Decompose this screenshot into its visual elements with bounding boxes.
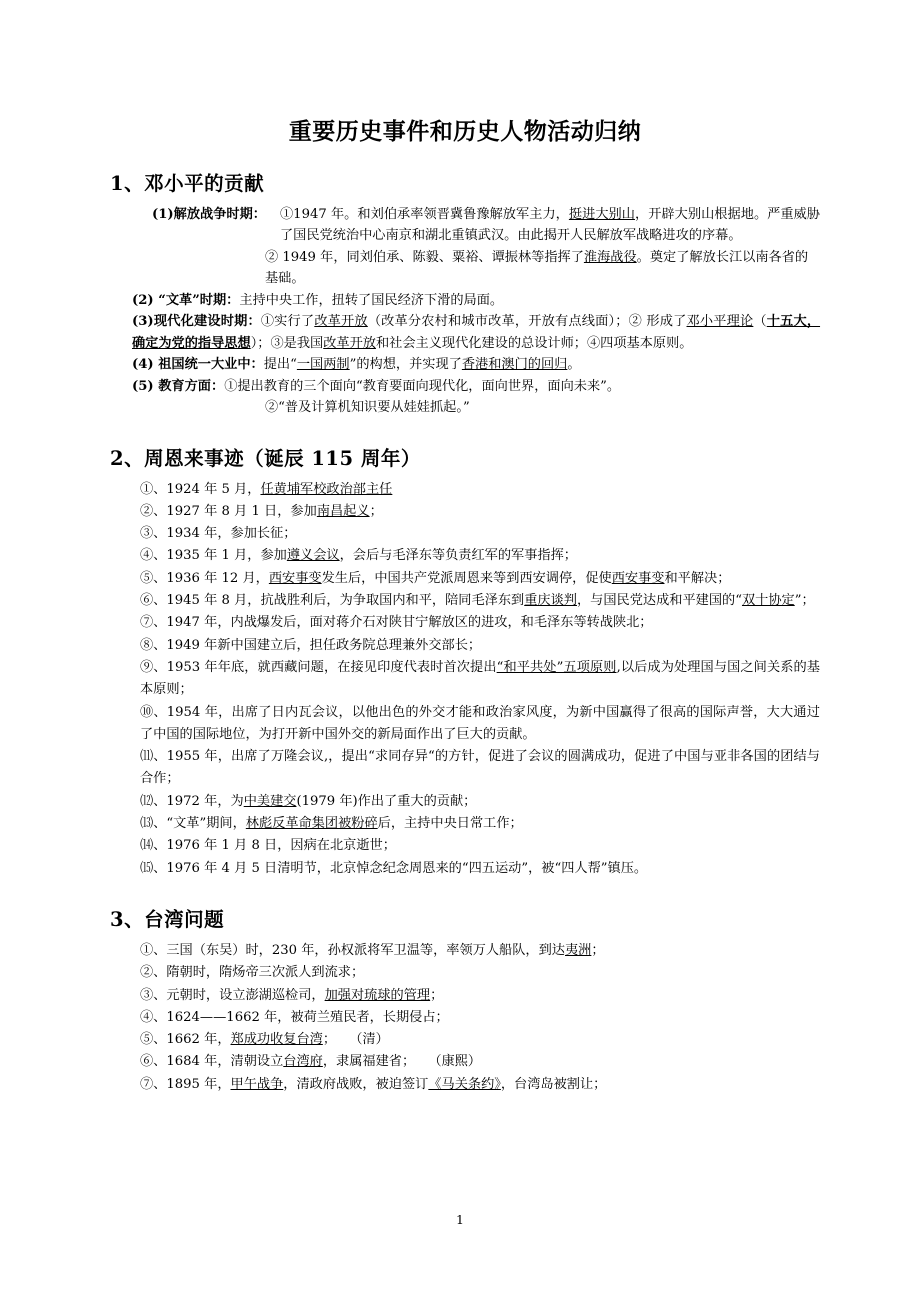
list-item: ⑧、1949 年新中国建立后，担任政务院总理兼外交部长；	[140, 637, 482, 653]
section1-item-3: (3)现代化建设时期：①实行了改革开放（改革分农村和城市改革，开放有点线面）；② 形成了邓小平理论（十五大，确定为党的指导思想）；③是我国改革开放和社会主义现代化建设的总设计师；④四项基本原则。	[132, 314, 821, 351]
page-title: 重要历史事件和历史人物活动归纳	[288, 118, 642, 145]
list-item: ⑦、1895 年，甲午战争，清政府战败，被迫签订《马关条约》，台湾岛被割让；	[140, 1076, 607, 1092]
section1-item-2: (2) “文革”时期：主持中央工作，扭转了国民经济下滑的局面。	[132, 292, 504, 308]
list-item: ⑾、1955 年，出席了万隆会议,，提出“求同存异“的方针，促进了会议的圆满成功，促进了中国与亚非各国的团结与合作；	[140, 749, 820, 787]
section-heading-3: 3、台湾问题	[110, 907, 225, 931]
list-item: ⑤、1662 年，郑成功收复台湾； （清）	[140, 1032, 389, 1048]
list-item: ⑥、1684 年，清朝设立台湾府，隶属福建省； （康熙）	[140, 1054, 482, 1070]
section1-item-1-sub2: ② 1949 年，同刘伯承、陈毅、粟裕、谭振林等指挥了淮海战役。奠定了解放长江以南各省的基础。	[265, 249, 809, 287]
list-item: ②、1927 年 8 月 1 日，参加南昌起义；	[140, 503, 383, 519]
section1-item-1	[110, 204, 820, 247]
section-heading-1: 1、邓小平的贡献	[110, 171, 265, 195]
list-item: ②、隋朝时，隋炀帝三次派人到流求；	[140, 965, 365, 981]
list-item: ①、1924 年 5 月，任黄埔军校政治部主任	[140, 481, 393, 497]
section2-list	[110, 479, 820, 880]
list-item: ①、三国（东吴）时，230 年，孙权派将军卫温等，率领万人船队，到达夷洲；	[140, 942, 605, 958]
list-item: ⒀、“文革”期间，林彪反革命集团被粉碎后，主持中央日常工作；	[140, 816, 523, 832]
list-item: ④、1624——1662 年，被荷兰殖民者，长期侵占；	[140, 1009, 449, 1025]
section1-item-5-sub2: ②“普及计算机知识要从娃娃抓起。”	[265, 400, 470, 416]
list-item: ③、1934 年，参加长征；	[140, 526, 297, 542]
section1-item-4: (4) 祖国统一大业中：提出“一国两制”的构想，并实现了香港和澳门的回归。	[132, 357, 581, 373]
section1-item-5: (5) 教育方面：①提出教育的三个面向“教育要面向现代化，面向世界，面向未来”。	[132, 378, 621, 394]
section3-list	[110, 940, 820, 1096]
section-heading-2: 2、周恩来事迹（诞辰 115 周年）	[110, 446, 421, 470]
page-number: 1	[456, 1212, 464, 1227]
list-item: ⑦、1947 年，内战爆发后，面对蒋介石对陕甘宁解放区的进攻，和毛泽东等转战陕北；	[140, 615, 653, 631]
section1-item-1-body: ①1947 年。和刘伯承率领晋冀鲁豫解放军主力，挺进大别山，开辟大别山根据地。严重威胁了国民党统治中心南京和湖北重镇武汉。由此揭开人民解放军战略进攻的序幕。	[279, 206, 820, 244]
section1-item-1-label: (1)解放战争时期：	[152, 206, 266, 222]
list-item: ⑿、1972 年，为中美建交(1979 年)作出了重大的贡献；	[140, 793, 477, 809]
list-item: ④、1935 年 1 月，参加遵义会议，会后与毛泽东等负责红军的军事指挥；	[140, 548, 577, 564]
list-item: ⒁、1976 年 1 月 8 日，因病在北京逝世；	[140, 838, 396, 854]
document-content	[110, 0, 820, 1096]
list-item: ③、元朝时，设立澎湖巡检司，加强对琉球的管理；	[140, 987, 444, 1003]
list-item: ⑩、1954 年，出席了日内瓦会议，以他出色的外交才能和政治家风度，为新中国赢得了很高的国际声誉，大大通过了中国的国际地位，为打开新中国外交的新局面作出了巨大的贡献。	[140, 704, 820, 742]
list-item: ⑤、1936 年 12 月，西安事变发生后，中国共产党派周恩来等到西安调停，促使西安事变和平解决；	[140, 570, 731, 586]
list-item: ⑨、1953 年年底，就西藏问题，在接见印度代表时首次提出“和平共处”五项原则,以后成为处理国与国之间关系的基本原则；	[140, 659, 820, 698]
list-item: ⒂、1976 年 4 月 5 日清明节，北京悼念纪念周恩来的“四五运动”，被“四人帮”镇压。	[140, 860, 648, 876]
list-item: ⑥、1945 年 8 月，抗战胜利后，为争取国内和平，陪同毛泽东到重庆谈判，与国民党达成和平建国的“双十协定”；	[140, 593, 815, 609]
